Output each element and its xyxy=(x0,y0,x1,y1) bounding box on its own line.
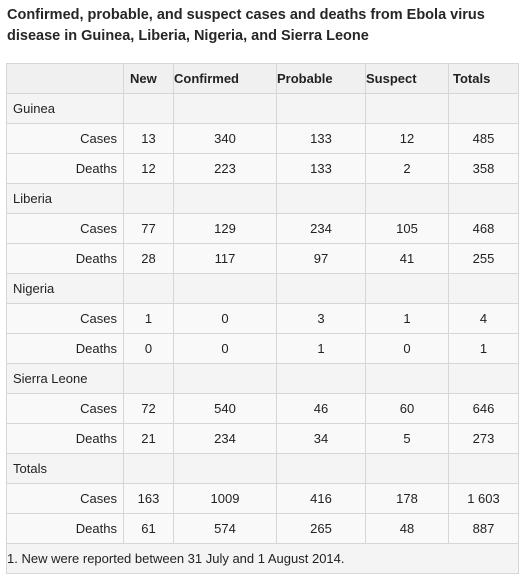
row-label: Deaths xyxy=(7,244,124,274)
table-row xyxy=(7,304,519,334)
table-row xyxy=(7,514,519,544)
header-confirmed: Confirmed xyxy=(174,64,277,94)
cell-new: 1 xyxy=(124,304,174,334)
table-row xyxy=(7,484,519,514)
cell-suspect: 1 xyxy=(366,304,449,334)
empty-cell xyxy=(366,274,449,304)
empty-cell xyxy=(174,274,277,304)
empty-cell xyxy=(366,454,449,484)
empty-cell xyxy=(449,94,519,124)
cell-probable: 3 xyxy=(277,304,366,334)
empty-cell xyxy=(449,184,519,214)
empty-cell xyxy=(277,454,366,484)
country-name: Sierra Leone xyxy=(7,364,124,394)
cell-totals: 468 xyxy=(449,214,519,244)
row-label: Cases xyxy=(7,214,124,244)
table-row xyxy=(7,154,519,184)
cell-new: 12 xyxy=(124,154,174,184)
cell-new: 72 xyxy=(124,394,174,424)
cell-totals: 273 xyxy=(449,424,519,454)
footnote-row xyxy=(7,544,519,574)
cell-confirmed: 540 xyxy=(174,394,277,424)
cell-confirmed: 1009 xyxy=(174,484,277,514)
cell-new: 21 xyxy=(124,424,174,454)
cell-new: 61 xyxy=(124,514,174,544)
cell-new: 13 xyxy=(124,124,174,154)
table-row xyxy=(7,424,519,454)
empty-cell xyxy=(124,364,174,394)
row-label: Deaths xyxy=(7,154,124,184)
empty-cell xyxy=(174,364,277,394)
cell-probable: 133 xyxy=(277,124,366,154)
empty-cell xyxy=(124,274,174,304)
table-header-row xyxy=(7,64,519,94)
cell-suspect: 2 xyxy=(366,154,449,184)
empty-cell xyxy=(277,274,366,304)
country-row xyxy=(7,364,519,394)
cell-new: 77 xyxy=(124,214,174,244)
empty-cell xyxy=(174,184,277,214)
cell-totals: 255 xyxy=(449,244,519,274)
row-label: Cases xyxy=(7,484,124,514)
cell-totals: 1 603 xyxy=(449,484,519,514)
header-probable: Probable xyxy=(277,64,366,94)
cell-confirmed: 340 xyxy=(174,124,277,154)
empty-cell xyxy=(449,454,519,484)
cell-suspect: 105 xyxy=(366,214,449,244)
empty-cell xyxy=(366,364,449,394)
table-row xyxy=(7,244,519,274)
cell-suspect: 41 xyxy=(366,244,449,274)
cell-confirmed: 574 xyxy=(174,514,277,544)
cell-totals: 887 xyxy=(449,514,519,544)
table-row xyxy=(7,214,519,244)
row-label: Cases xyxy=(7,124,124,154)
table-row xyxy=(7,124,519,154)
header-suspect: Suspect xyxy=(366,64,449,94)
header-new: New xyxy=(124,64,174,94)
cell-totals: 358 xyxy=(449,154,519,184)
cell-new: 28 xyxy=(124,244,174,274)
cell-confirmed: 234 xyxy=(174,424,277,454)
cell-new: 163 xyxy=(124,484,174,514)
country-name: Totals xyxy=(7,454,124,484)
ebola-cases-table xyxy=(6,63,519,574)
empty-cell xyxy=(124,94,174,124)
country-row xyxy=(7,94,519,124)
cell-confirmed: 117 xyxy=(174,244,277,274)
empty-cell xyxy=(366,184,449,214)
empty-cell xyxy=(277,364,366,394)
row-label: Deaths xyxy=(7,514,124,544)
country-row xyxy=(7,274,519,304)
cell-suspect: 12 xyxy=(366,124,449,154)
cell-new: 0 xyxy=(124,334,174,364)
footnote: 1. New were reported between 31 July and 1 August 2014. xyxy=(7,544,519,574)
header-corner-cell xyxy=(7,64,124,94)
cell-suspect: 60 xyxy=(366,394,449,424)
empty-cell xyxy=(277,184,366,214)
cell-probable: 34 xyxy=(277,424,366,454)
country-row xyxy=(7,454,519,484)
empty-cell xyxy=(366,94,449,124)
empty-cell xyxy=(124,454,174,484)
country-row xyxy=(7,184,519,214)
row-label: Cases xyxy=(7,394,124,424)
cell-totals: 485 xyxy=(449,124,519,154)
empty-cell xyxy=(124,184,174,214)
header-totals: Totals xyxy=(449,64,519,94)
cell-suspect: 0 xyxy=(366,334,449,364)
cell-probable: 416 xyxy=(277,484,366,514)
empty-cell xyxy=(449,274,519,304)
table-row xyxy=(7,334,519,364)
cell-suspect: 48 xyxy=(366,514,449,544)
empty-cell xyxy=(174,94,277,124)
cell-totals: 646 xyxy=(449,394,519,424)
cell-probable: 133 xyxy=(277,154,366,184)
cell-confirmed: 223 xyxy=(174,154,277,184)
cell-totals: 4 xyxy=(449,304,519,334)
cell-confirmed: 0 xyxy=(174,304,277,334)
country-name: Nigeria xyxy=(7,274,124,304)
country-name: Guinea xyxy=(7,94,124,124)
cell-confirmed: 129 xyxy=(174,214,277,244)
cell-probable: 265 xyxy=(277,514,366,544)
cell-confirmed: 0 xyxy=(174,334,277,364)
cell-totals: 1 xyxy=(449,334,519,364)
empty-cell xyxy=(449,364,519,394)
empty-cell xyxy=(277,94,366,124)
row-label: Deaths xyxy=(7,424,124,454)
table-title: Confirmed, probable, and suspect cases and deaths from Ebola virus disease in Guinea, Liberia, Nigeria, and Sierra Leone xyxy=(7,7,485,44)
cell-suspect: 5 xyxy=(366,424,449,454)
country-name: Liberia xyxy=(7,184,124,214)
table-row xyxy=(7,394,519,424)
cell-probable: 1 xyxy=(277,334,366,364)
row-label: Cases xyxy=(7,304,124,334)
empty-cell xyxy=(174,454,277,484)
cell-probable: 46 xyxy=(277,394,366,424)
cell-probable: 234 xyxy=(277,214,366,244)
row-label: Deaths xyxy=(7,334,124,364)
cell-probable: 97 xyxy=(277,244,366,274)
cell-suspect: 178 xyxy=(366,484,449,514)
